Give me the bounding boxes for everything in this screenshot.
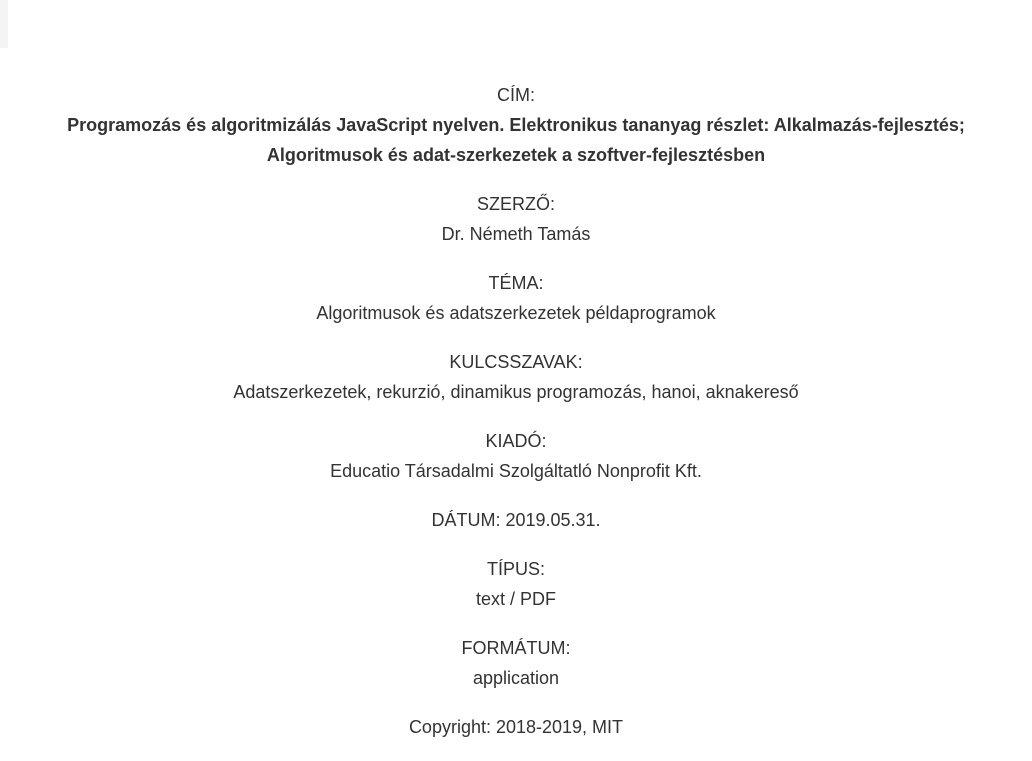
topic-value: Algoritmusok és adatszerkezetek példaprogramok (316, 303, 716, 323)
type-block (0, 554, 1032, 614)
type-value: text / PDF (475, 589, 556, 609)
author-value: Dr. Németh Tamás (441, 224, 591, 244)
keywords-value: Adatszerkezetek, rekurzió, dinamikus programozás, hanoi, aknakereső (233, 382, 799, 402)
date-block (0, 505, 1032, 535)
publisher-block (0, 426, 1032, 486)
keywords-block (0, 347, 1032, 407)
title-block (0, 80, 1032, 170)
keywords-label: KULCSSZAVAK: (449, 352, 583, 372)
author-block (0, 189, 1032, 249)
publisher-value: Educatio Társadalmi Szolgáltatló Nonprofit Kft. (330, 461, 702, 481)
topic-block (0, 268, 1032, 328)
author-label: SZERZŐ: (476, 194, 555, 214)
title-label: CÍM: (497, 85, 535, 105)
format-label: FORMÁTUM: (461, 638, 571, 658)
topic-label: TÉMA: (488, 273, 544, 293)
copyright-block (0, 712, 1032, 742)
format-value: application (472, 668, 560, 688)
title-line-2: Algoritmusok és adat-szerkezetek a szoftver-fejlesztésben (266, 145, 766, 165)
publisher-label: KIADÓ: (485, 431, 547, 451)
page-corner-shade (0, 0, 8, 48)
metadata-panel (0, 80, 1032, 761)
date-line: DÁTUM: 2019.05.31. (431, 510, 601, 530)
copyright-line: Copyright: 2018-2019, MIT (408, 717, 624, 737)
format-block (0, 633, 1032, 693)
type-label: TÍPUS: (486, 559, 545, 579)
title-line-1: Programozás és algoritmizálás JavaScript nyelven. Elektronikus tananyag részlet: Alkalmazás-fejlesztés; (67, 115, 965, 135)
